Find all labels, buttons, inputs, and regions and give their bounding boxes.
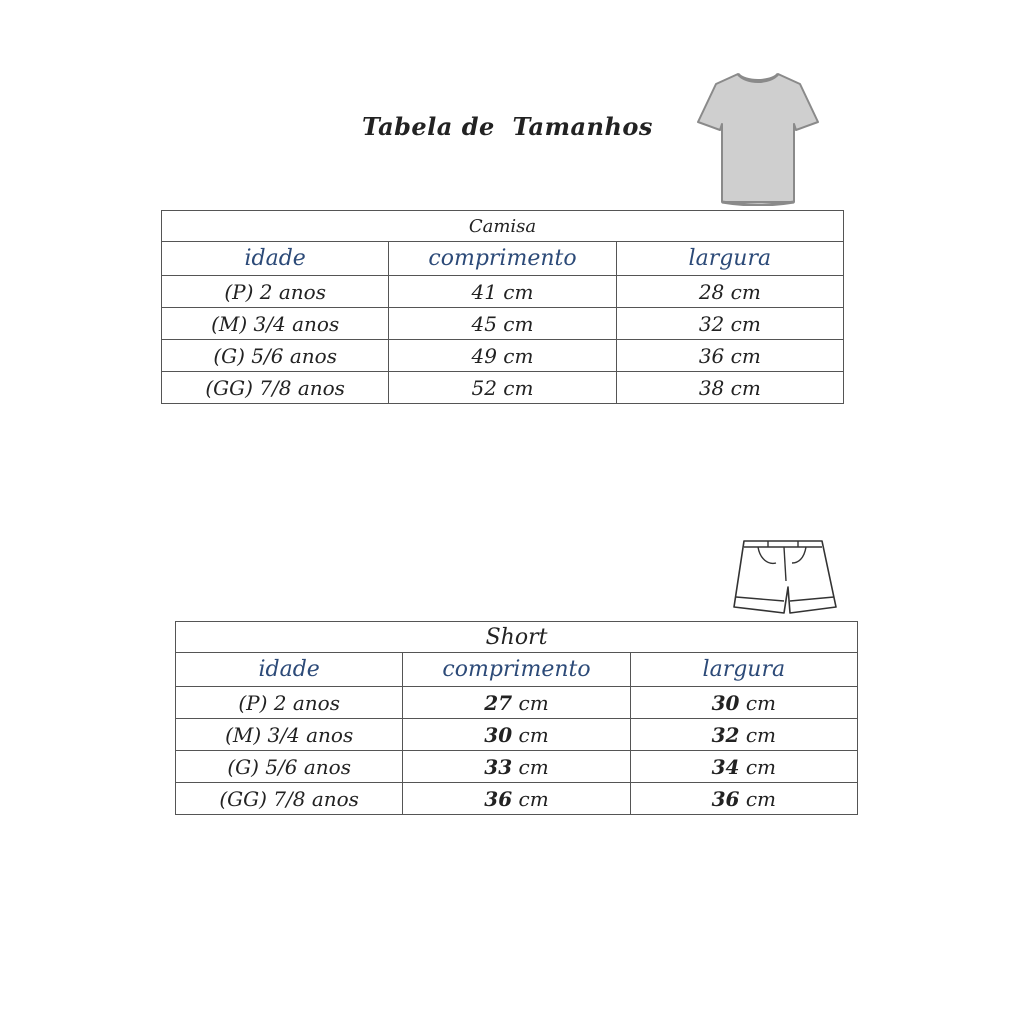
t-shirt-icon (696, 70, 820, 206)
cell-idade: (GG) 7/8 anos (162, 372, 389, 404)
cell-idade: (M) 3/4 anos (176, 719, 403, 751)
table-caption: Camisa (162, 211, 844, 242)
value-unit: cm (745, 754, 777, 779)
value-unit: cm (745, 690, 777, 715)
value-number: 27 (484, 690, 513, 715)
cell-idade: (M) 3/4 anos (162, 308, 389, 340)
cell-idade: (G) 5/6 anos (176, 751, 403, 783)
table-row (176, 783, 858, 815)
cell-idade: (GG) 7/8 anos (176, 783, 403, 815)
table-row (176, 751, 858, 783)
header-comprimento: comprimento (403, 653, 630, 687)
page-title: Tabela de Tamanhos (362, 112, 653, 141)
cell-comprimento: 49 cm (389, 340, 616, 372)
shorts-icon (728, 537, 856, 617)
value-number: 36 (484, 786, 513, 811)
cell-largura (630, 687, 857, 719)
cell-comprimento: 52 cm (389, 372, 616, 404)
table-caption: Short (176, 622, 858, 653)
value-number: 34 (711, 754, 740, 779)
header-idade: idade (176, 653, 403, 687)
cell-idade: (P) 2 anos (176, 687, 403, 719)
cell-comprimento (403, 719, 630, 751)
value-unit: cm (518, 786, 549, 811)
camisa-table (161, 210, 844, 404)
cell-comprimento (403, 783, 630, 815)
cell-largura: 32 cm (616, 308, 843, 340)
cell-comprimento: 41 cm (389, 276, 616, 308)
header-idade: idade (162, 242, 389, 276)
header-comprimento: comprimento (389, 242, 616, 276)
table-row (176, 719, 858, 751)
cell-largura: 38 cm (616, 372, 843, 404)
table-row (162, 276, 844, 308)
short-table (175, 621, 858, 815)
value-number: 30 (711, 690, 740, 715)
value-unit: cm (745, 722, 777, 747)
value-number: 36 (711, 786, 740, 811)
value-number: 33 (484, 754, 513, 779)
cell-largura (630, 751, 857, 783)
value-number: 32 (711, 722, 740, 747)
cell-idade: (G) 5/6 anos (162, 340, 389, 372)
cell-comprimento (403, 687, 630, 719)
value-number: 30 (484, 722, 513, 747)
header-largura: largura (616, 242, 843, 276)
value-unit: cm (518, 754, 549, 779)
value-unit: cm (518, 690, 549, 715)
header-row (176, 653, 858, 687)
table-row (176, 687, 858, 719)
cell-largura (630, 719, 857, 751)
cell-largura (630, 783, 857, 815)
cell-comprimento: 45 cm (389, 308, 616, 340)
table-row (162, 308, 844, 340)
value-unit: cm (518, 722, 549, 747)
table-row (162, 372, 844, 404)
cell-largura: 28 cm (616, 276, 843, 308)
header-row (162, 242, 844, 276)
cell-comprimento (403, 751, 630, 783)
cell-largura: 36 cm (616, 340, 843, 372)
header-largura: largura (630, 653, 857, 687)
table-row (162, 340, 844, 372)
cell-idade: (P) 2 anos (162, 276, 389, 308)
value-unit: cm (745, 786, 777, 811)
